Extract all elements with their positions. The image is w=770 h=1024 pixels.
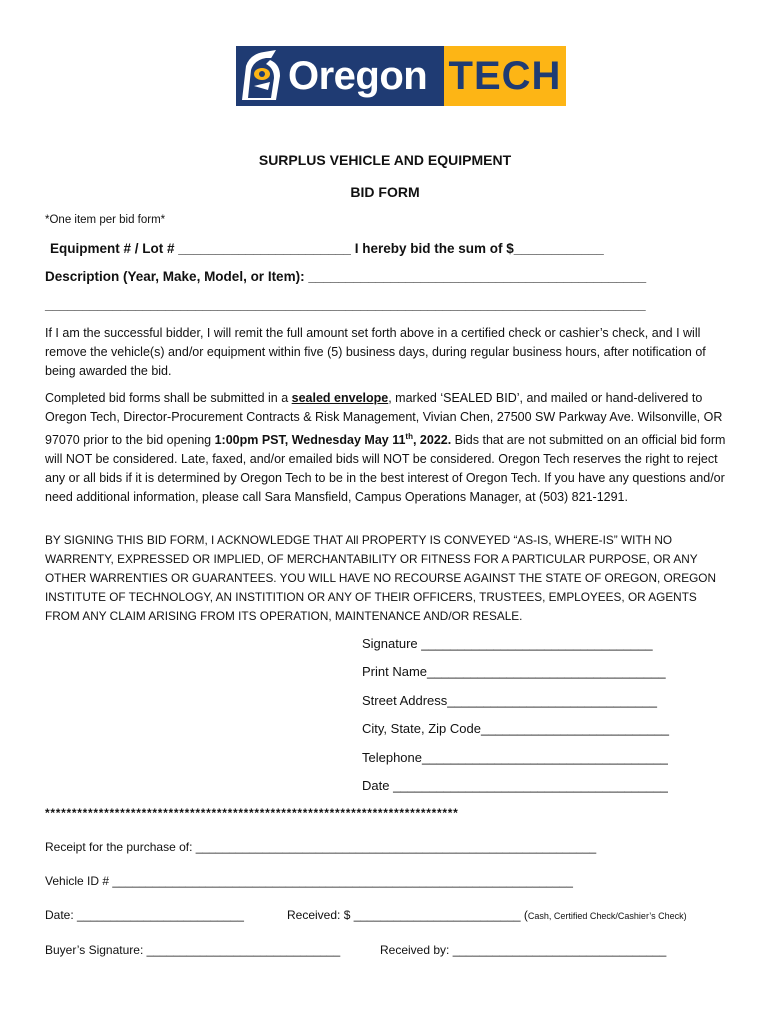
- telephone-field[interactable]: Telephone__________________________________: [362, 750, 668, 765]
- bid-opening-year: , 2022.: [412, 433, 452, 448]
- submission-paragraph: [45, 389, 730, 507]
- received-amount-field[interactable]: [287, 908, 687, 922]
- vehicle-id-field[interactable]: Vehicle ID # _____________________________________________________________________: [45, 874, 573, 888]
- date-field[interactable]: Date ______________________________________: [362, 778, 668, 793]
- acknowledgement-paragraph: BY SIGNING THIS BID FORM, I ACKNOWLEDGE THAT All PROPERTY IS CONVEYED “AS-IS, WHERE-IS” WITH NO WARRENTY, EXPRESSED OR IMPLIED, OF MERCHANTABILITY OR FITNESS FOR A PARTICULAR PURPOSE, OR ANY OTHER WARRENTIES OR GUARANTEES. YOU WILL HAVE NO RECOURSE AGAINST THE STATE OF OREGON, OREGON INSTITUTE OF TECHNOLOGY, AN INSTITITION OR ANY OF THEIR OFFICERS, TRUSTEES, EMPLOYEES, OR AGENTS FROM ANY CLAIM ARISING FROM ITS OPERATION, MAINTENANCE AND/OR RESALE.: [45, 533, 716, 623]
- asterisk-separator: *****************************************************************************: [45, 806, 459, 820]
- remit-paragraph: If I am the successful bidder, I will remit the full amount set forth above in a certified check or cashier’s check, and I will remove the vehicle(s) and/or equipment within five (5) business days, during regular business hours, after notification of being awarded the bid.: [45, 326, 706, 378]
- city-state-zip-field[interactable]: City, State, Zip Code__________________________: [362, 721, 669, 736]
- received-amount-text: Received: $ _________________________ (: [287, 908, 528, 922]
- submission-text-3: Bids that are not submitted on an official bid form will NOT be considered. Late, faxed, and/or emailed bids will NOT be considered. Oregon Tech reserves the right to reject any or all bids if it is determined by Oregon Tech to be in the best interest of Oregon Tech. If you have any questions and/or need additional information, please call Sara Mansfield, Campus Operations Manager, at (503) 821-1291.: [45, 433, 726, 505]
- sealed-envelope-text: sealed envelope: [291, 391, 389, 405]
- one-item-note: *One item per bid form*: [45, 214, 166, 226]
- equipment-lot-bid-line[interactable]: Equipment # / Lot # _______________________ I hereby bid the sum of $____________: [50, 241, 604, 256]
- received-by-field[interactable]: Received by: ________________________________: [380, 943, 667, 957]
- submission-text-2: , marked ‘SEALED BID’, and mailed or hand-delivered to Oregon Tech, Director-Procurement Contracts & Risk Management, Vivian Chen, 27500 SW Parkway Ave. Wilsonville, OR 97070 prior to the bid opening: [45, 391, 723, 448]
- logo-tech-text: TECH: [444, 46, 566, 106]
- submission-text-1: Completed bid forms shall be submitted in a: [45, 391, 292, 405]
- buyer-signature-field[interactable]: Buyer’s Signature: _____________________________: [45, 943, 341, 957]
- signature-field[interactable]: Signature ________________________________: [362, 636, 653, 651]
- form-subtitle: BID FORM: [350, 184, 420, 200]
- payment-type-note: Cash, Certified Check/Cashier’s Check): [527, 911, 687, 921]
- logo-oregon-text: Oregon: [286, 46, 444, 106]
- bid-opening-sup: th: [405, 432, 413, 441]
- form-title: SURPLUS VEHICLE AND EQUIPMENT: [258, 152, 512, 168]
- description-line[interactable]: Description (Year, Make, Model, or Item): _____________________________________________: [45, 269, 647, 284]
- receipt-purchase-field[interactable]: Receipt for the purchase of: ____________________________________________________________: [45, 840, 597, 854]
- owl-logo-icon: [236, 46, 286, 106]
- receipt-date-field[interactable]: Date: _________________________: [45, 908, 244, 922]
- bid-opening-time: 1:00pm PST, Wednesday May 11: [214, 433, 406, 448]
- street-address-field[interactable]: Street Address_____________________________: [362, 693, 657, 708]
- oregon-tech-logo: [236, 46, 566, 106]
- print-name-field[interactable]: Print Name_________________________________: [362, 664, 666, 679]
- description-blank-line[interactable]: ________________________________________________________________________________: [45, 297, 646, 312]
